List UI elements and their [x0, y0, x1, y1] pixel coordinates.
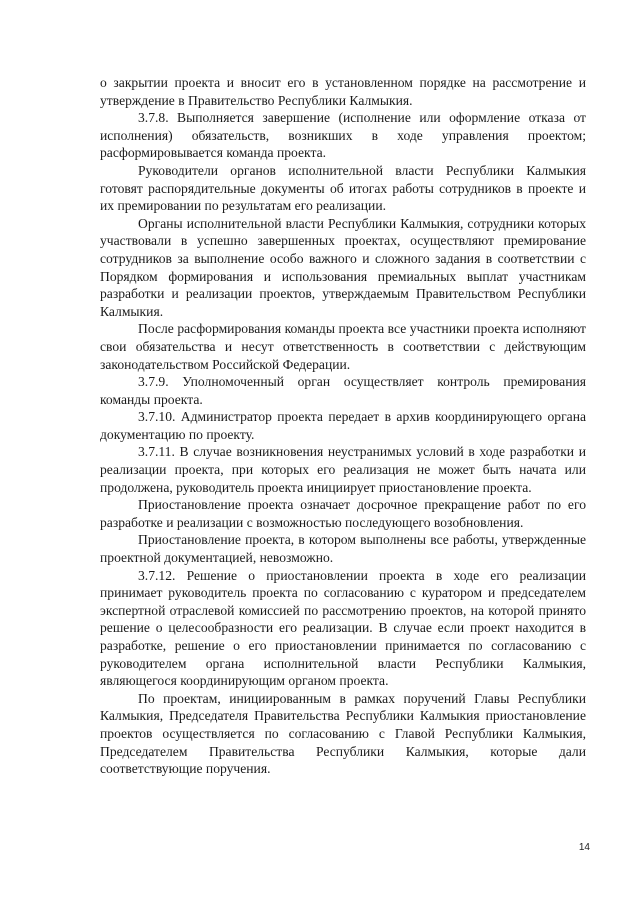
paragraph-3-7-9: 3.7.9. Уполномоченный орган осуществляет контроль премирования команды проекта. [100, 374, 586, 407]
paragraph-executive-bodies-bonus: Органы исполнительной власти Республики Калмыкия, сотрудники которых участвовали в успешно завершенных проектах, осуществляют премирование сотрудников за выполнение особо важного и сложного задания в соответствии с Порядком формирования и использования премиальных выплат участникам разработки и реализации проектов, утверждаемым Правительством Республики Калмыкия. [100, 215, 586, 319]
paragraph-heads-of-bodies: Руководители органов исполнительной власти Республики Калмыкия готовят распорядительные документы об итогах работы сотрудников в проекте и их премировании по результатам его реализации. [100, 162, 586, 214]
document-body [100, 74, 586, 778]
paragraph-suspension-impossible: Приостановление проекта, в котором выполнены все работы, утвержденные проектной документацией, невозможно. [100, 532, 586, 566]
paragraph-after-disbanding: После расформирования команды проекта все участники проекта исполняют свои обязательства и несут ответственность в соответствии с действующим законодательством Российской Федерации. [100, 321, 586, 372]
paragraph-projects-by-orders: По проектам, инициированным в рамках поручений Главы Республики Калмыкия, Председателя Правительства Республики Калмыкия приостановление проектов осуществляется по согласованию с Главой Республики Калмыкия, Председателем Правительства Республики Калмыкия, которые дали соответствующие поручения. [100, 690, 586, 777]
paragraph-continuation: о закрытии проекта и вносит его в установленном порядке на рассмотрение и утверждение в Правительство Республики Калмыкия. [100, 75, 586, 108]
page-number: 14 [578, 842, 590, 853]
paragraph-suspension-meaning: Приостановление проекта означает досрочное прекращение работ по его разработке и реализации с возможностью последующего возобновления. [100, 497, 586, 530]
paragraph-3-7-12: 3.7.12. Решение о приостановлении проекта в ходе его реализации принимает руководитель проекта по согласованию с куратором и председателем экспертной отраслевой комиссией по рассмотрению проектов, на которой принято решение о целесообразности его реализации. В случае если проект находится в разработке, решение о его приостановлении принимается по согласованию с руководителем органа исполнительной власти Республики Калмыкия, являющегося координирующим органом проекта. [100, 567, 586, 689]
paragraph-3-7-8: 3.7.8. Выполняется завершение (исполнение или оформление отказа от исполнения) обязательств, возникших в ходе управления проектом; расформировывается команда проекта. [100, 110, 586, 161]
paragraph-3-7-11: 3.7.11. В случае возникновения неустранимых условий в ходе разработки и реализации проекта, при которых его реализация не может быть начата или продолжена, руководитель проекта инициирует приостановление проекта. [100, 444, 586, 495]
paragraph-3-7-10: 3.7.10. Администратор проекта передает в архив координирующего органа документацию по проекту. [100, 409, 586, 442]
